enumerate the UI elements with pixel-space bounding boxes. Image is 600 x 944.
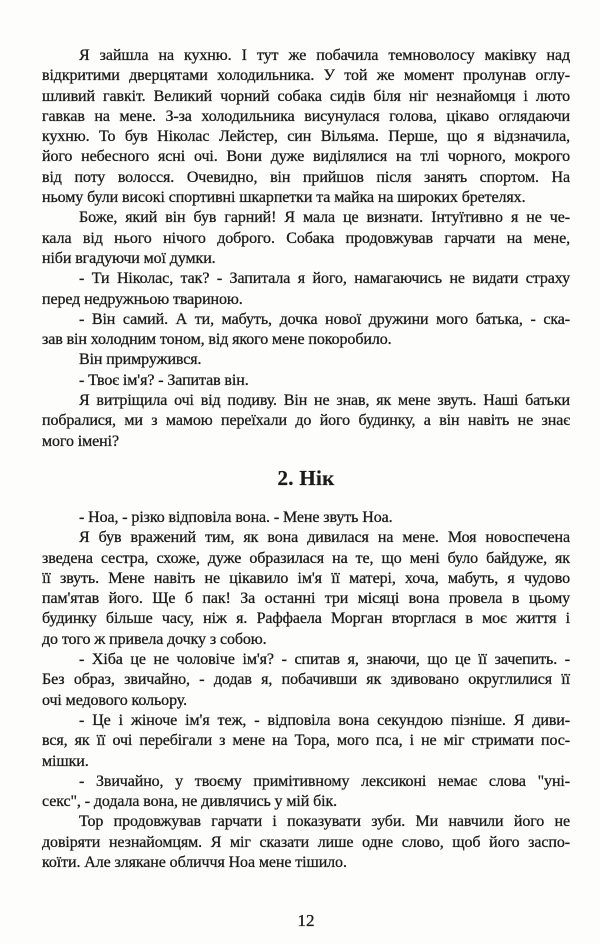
text-line: - Це і жіноче ім'я теж, - відповіла вона секундою пізніше. Я диви-	[79, 711, 570, 729]
paragraph	[42, 208, 570, 269]
text-line: - Звичайно, у твоєму примітивному лексиконі немає слова "уні-	[79, 772, 570, 790]
chapter-text-section-2	[42, 508, 570, 873]
paragraph	[42, 650, 570, 711]
chapter-text-section-1	[42, 46, 570, 452]
text-line: зав він холодним тоном, від якого мене покоробило.	[42, 331, 392, 349]
text-line: будинку більше часу, ніж я. Раффаела Морган вторглася в моє життя і	[42, 610, 570, 628]
paragraph	[42, 508, 570, 528]
text-line: - Він самий. А ти, мабуть, дочка нової дружини мого батька, - ска-	[79, 310, 570, 328]
text-line: до того ж привела дочку з собою.	[42, 630, 267, 648]
text-line: Боже, який він був гарний! Я мала це визнати. Інтуїтивно я не че-	[79, 209, 570, 227]
paragraph	[42, 310, 570, 351]
text-line: Я зайшла на кухню. І тут же побачила темноволосу маківку над	[79, 47, 570, 64]
text-line: побралися, ми з мамою переїхали до його будинку, а він навіть не знає	[42, 412, 570, 430]
text-line: - Твоє ім'я? - Запитав він.	[79, 371, 249, 389]
paragraph	[42, 711, 570, 772]
text-line: - Ти Ніколас, так? - Запитала я його, намагаючись не видати страху	[79, 270, 570, 288]
text-line: ньому були високі спортивні шкарпетки та майка на широких бретелях.	[42, 189, 526, 207]
text-line: ніби вгадуючи мої думки.	[42, 249, 216, 267]
text-line: гавкав на мене. З-за холодильника висунулася голова, цікаво оглядаючи	[42, 107, 570, 125]
chapter-heading: 2. Нік	[277, 465, 335, 490]
text-line: Він примружився.	[79, 351, 202, 369]
text-line: Я витріщила очі від подиву. Він не знав, як мене звуть. Наші батьки	[79, 392, 570, 410]
text-line: пам'ятав його. Ще б пак! За останні три місяці вона провела в цьому	[42, 590, 570, 608]
text-line: її звуть. Мене навіть не цікавило ім'я її матері, хоча, мабуть, я чудово	[42, 569, 570, 587]
text-line: мого імені?	[42, 432, 119, 450]
text-line: вся, як її очі перебігали з мене на Тора, мого пса, і не міг стримати пос-	[42, 732, 570, 750]
text-line: довіряти незнайомцям. Я міг сказати лише одне слово, щоб його заспо-	[42, 833, 570, 851]
paragraph	[42, 269, 570, 310]
text-line: Без образ, звичайно, - додав я, побачивши як здивовано округлилися її	[42, 671, 570, 689]
paragraph	[42, 812, 570, 873]
text-line: секс", - додала вона, не дивлячись у мій бік.	[42, 793, 338, 811]
paragraph	[42, 772, 570, 813]
paragraph	[42, 528, 570, 650]
text-line: шливий гавкіт. Великий чорний собака сидів біля ніг незнайомця і люто	[42, 87, 570, 105]
page-number: 12	[297, 911, 315, 931]
text-line: Тор продовжував гарчати і показувати зуби. Ми навчили його не	[79, 813, 570, 831]
text-line: перед недружньою твариною.	[42, 290, 243, 308]
text-line: зведена сестра, схоже, дуже образилася на те, що мені було байдуже, як	[42, 549, 570, 567]
text-line: кухню. То був Ніколас Лейстер, син Вільяма. Перше, що я відзначила,	[42, 128, 570, 146]
text-line: від поту волосся. Очевидно, він прийшов після занять спортом. На	[42, 168, 570, 186]
text-line: відкритими дверцятами холодильника. У той же момент пролунав оглу-	[42, 67, 570, 85]
paragraph	[42, 371, 570, 391]
text-line: коїти. Але злякане обличчя Ноа мене тішило.	[42, 853, 347, 871]
paragraph	[42, 391, 570, 452]
text-line: мішки.	[42, 752, 89, 770]
text-line: Я був вражений тим, як вона дивилася на мене. Моя новоспечена	[79, 529, 570, 547]
paragraph	[42, 350, 570, 370]
text-line: - Ноа, - різко відповіла вона. - Мене звуть Ноа.	[79, 508, 393, 526]
paragraph	[42, 46, 570, 208]
text-line: його небесного ясні очі. Вони дуже виділялися на тлі чорного, мокрого	[42, 148, 570, 166]
text-line: - Хіба це не чоловіче ім'я? - спитав я, знаючи, що це її зачепить. -	[79, 651, 570, 669]
text-line: очі медового кольору.	[42, 691, 187, 709]
text-line: кала від нього нічого доброго. Собака продовжував гарчати на мене,	[42, 229, 570, 247]
